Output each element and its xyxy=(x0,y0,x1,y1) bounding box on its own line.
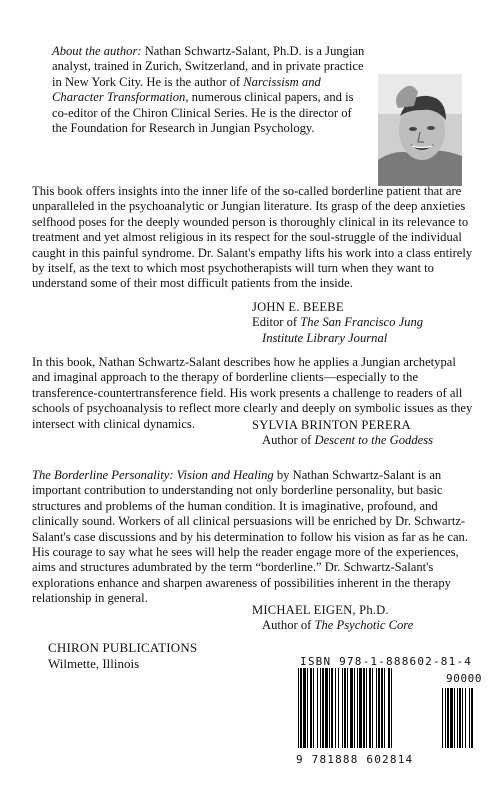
price-barcode-bar xyxy=(442,688,443,748)
attribution-name: SYLVIA BRINTON PERERA xyxy=(252,418,411,432)
author-photo-image xyxy=(378,74,462,186)
barcode-bar xyxy=(338,668,339,748)
barcode-bar xyxy=(331,668,333,748)
attribution-role-title: The San Francisco Jung xyxy=(300,315,424,330)
barcode-bar xyxy=(359,668,362,748)
price-code: 90000 xyxy=(446,672,483,685)
barcode-bar xyxy=(298,668,299,748)
price-barcode-bar xyxy=(459,688,461,748)
barcode-bar xyxy=(320,668,321,748)
barcode-bar xyxy=(350,668,353,748)
price-barcode-bar xyxy=(454,688,455,748)
barcode-bar xyxy=(384,668,385,748)
barcode-bar xyxy=(329,668,330,748)
attribution-role: Editor of The San Francisco Jung xyxy=(252,315,424,330)
barcode-bar xyxy=(307,668,308,748)
barcode-bar xyxy=(372,668,373,748)
author-photo xyxy=(378,74,462,186)
quote-paragraph-perera: In this book, Nathan Schwartz-Salant describes how he applies a Jungian archetypal and imaginal approach to the therapy of borderline clients—especially to the transference-countertransference field. His work presents a challenge to readers of all schools of psychoanalysis to reflect more clearly and deeply on symbolic issues as they intersect with clinical dynamics. xyxy=(32,355,473,431)
attribution-eigen xyxy=(252,603,413,634)
barcode-bar xyxy=(381,668,383,748)
barcode-bar xyxy=(357,668,358,748)
attribution-name: JOHN E. BEEBE xyxy=(252,300,344,314)
publisher-block xyxy=(48,640,197,672)
about-author-paragraph xyxy=(52,44,370,136)
price-barcode-bar xyxy=(465,688,466,748)
about-author-text-1: Nathan Schwartz-Salant, Ph.D. is a Jungian analyst, trained in Zurich, Switzerland, and in private practice in New York City. He is the author of xyxy=(52,44,365,89)
isbn-label: ISBN 978-1-888602-81-4 xyxy=(300,655,473,668)
barcode-bar xyxy=(369,668,371,748)
quoted-book-title: The Borderline Personality: Vision and Healing xyxy=(32,468,274,482)
price-barcode-bar xyxy=(457,688,458,748)
about-author-book-title: Narcissism and Character Transformation xyxy=(52,74,321,105)
barcode-bar xyxy=(378,668,380,748)
attribution-name: MICHAEL EIGEN, Ph.D. xyxy=(252,603,389,617)
barcode-bar xyxy=(303,668,306,748)
barcode-bar xyxy=(310,668,312,748)
attribution-role-title: The Psychotic Core xyxy=(314,618,414,633)
barcode-bar xyxy=(376,668,377,748)
attribution-role: Author of Descent to the Goddess xyxy=(262,433,434,448)
barcode-bar xyxy=(388,668,390,748)
quote-text: by Nathan Schwartz-Salant is an important contribution to understanding not only borderline personality, but basic structures and problems of the human condition. It is imaginative, profound, and clinically sound. Workers of all clinical persuasions will be enriched by Dr. Schwartz-Salant's case discussions and by his determination to follow his vision as far as he can. His courage to say what he sees will help the reader engage more of the experiences, aims and structures adumbrated by the term “borderline.” Dr. Schwartz-Salant's explorations enhance and sharpen awareness of possibilities inherent in the therapy relationship in general. xyxy=(32,468,468,606)
price-barcode-bar xyxy=(447,688,449,748)
price-barcode-bar xyxy=(445,688,446,748)
publisher-name: CHIRON PUBLICATIONS xyxy=(48,640,198,655)
price-barcode-bar xyxy=(450,688,453,748)
barcode-bar xyxy=(322,668,324,748)
barcode-bar xyxy=(342,668,343,748)
attribution-beebe xyxy=(252,300,423,346)
barcode-digits: 9 781888 602814 xyxy=(296,753,414,766)
price-barcode-bar xyxy=(471,688,473,748)
about-author-text-2: , numerous clinical papers, and is co-editor of the Chiron Clinical Series. He is the director of the Foundation for Research in Jungian Psychology. xyxy=(52,90,354,136)
barcode-bar xyxy=(317,668,318,748)
attribution-role: Author of The Psychotic Core xyxy=(262,618,414,633)
barcode-bar xyxy=(313,668,314,748)
barcode-bar xyxy=(300,668,302,748)
quote-paragraph-eigen xyxy=(32,468,476,607)
attribution-role-title: Descent to the Goddess xyxy=(314,433,434,448)
barcode-bar xyxy=(325,668,328,748)
barcode-bar xyxy=(363,668,365,748)
price-barcode-bar xyxy=(462,688,463,748)
barcode-bar xyxy=(391,668,392,748)
price-barcode-bar xyxy=(469,688,470,748)
publisher-location: Wilmette, Illinois xyxy=(48,656,140,671)
barcode-bar xyxy=(335,668,336,748)
about-author-label: About the author: xyxy=(52,44,142,58)
barcode-bar xyxy=(347,668,348,748)
barcode-bar xyxy=(366,668,367,748)
quote-paragraph-beebe: This book offers insights into the inner life of the so-called borderline patient that are unparalleled in the psychoanalytic or Jungian literature. Its grasp of the deep anxieties selfhood poses for the deeply wounded person is thoroughly clinical in its relevance to treatment and yet almost religious in its respect for the soul-struggle of the individual caught in this painful syndrome. Dr. Salant's empathy lifts his work into a class entirely by itself, as the text to which most psychotherapists will turn when they want to understand some of their most difficult patients from the inside. xyxy=(32,184,473,291)
attribution-perera xyxy=(252,418,433,449)
barcode-bar xyxy=(354,668,355,748)
attribution-role-title-line-2: Institute Library Journal xyxy=(262,330,388,345)
barcode-bar xyxy=(344,668,346,748)
